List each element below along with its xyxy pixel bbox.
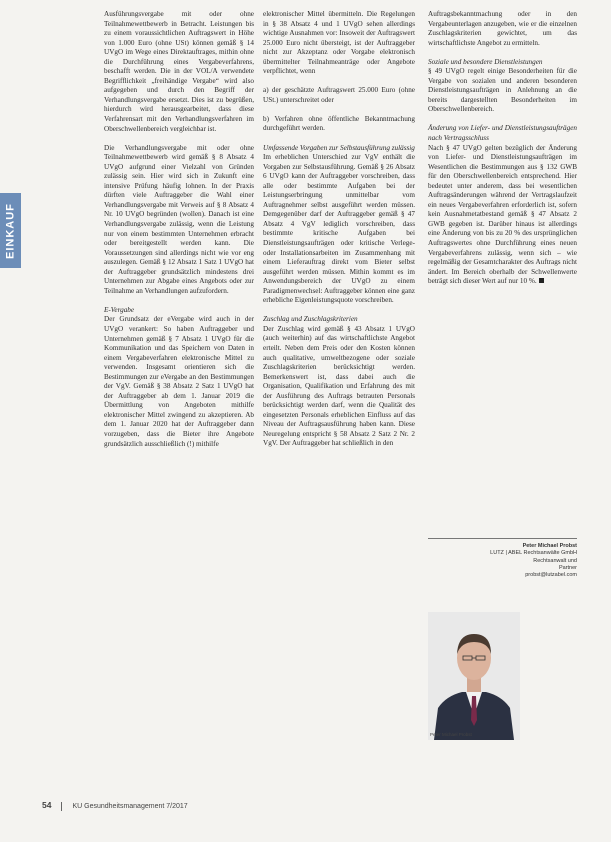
page-number: 54 [42, 800, 52, 810]
paragraph: Auftragsbekanntmachung oder in den Vergabeunterlagen anzugeben, wie er die einzelnen Zuschlagskriterien gewichtet, um das wirtschaftlichste Angebot zu ermitteln. [428, 10, 577, 47]
author-role: Rechtsanwalt und [533, 557, 577, 564]
author-photo [428, 612, 520, 740]
end-of-article-icon [539, 278, 544, 283]
subheading: Soziale und besondere Dienstleistungen [428, 57, 543, 66]
divider [428, 538, 577, 539]
subheading: Umfassende Vorgaben zur Selbstausführung zulässig [263, 143, 415, 152]
photo-caption: Peter Michael Probst [430, 732, 472, 737]
subheading: Zuschlag und Zuschlagskriterien [263, 315, 358, 324]
section-tab-label: EINKAUF [4, 203, 17, 259]
text-column-2 [263, 10, 415, 458]
divider [61, 802, 62, 811]
subheading: Änderung von Liefer- und Dienstleistungsaufträgen nach Vertragsschluss [428, 124, 577, 143]
paragraph: § 49 UVgO regelt einige Besonderheiten für die Vergabe von sozialen und anderen besonderen Dienstleistungsaufträgen in Anlehnung an die bereits dargestellten Besonderheiten im Oberschwellenbereich. [428, 67, 577, 114]
paragraph: Die Verhandlungsvergabe mit oder ohne Teilnahmewettbewerb wird gemäß § 8 Absatz 4 UVgO aufgrund einer Vielzahl von Gründen zulässig sein. Hier wird sich in Zukunft eine intensive Prüfung häufig lohnen. In der Praxis dürften viele Auftraggeber die Wahl einer Verhandlungsvergabe mit Verweis auf § 8 Absatz 4 Nr. 10 UVgO begründen (wollen). Danach ist eine Verhandlungsvergabe zulässig, wenn die Leistung nur von einem bestimmten Unternehmen erbracht oder bereitgestellt werden kann. Die Voraussetzungen sind allerdings nicht wie vor eng auszulegen. Gemäß § 12 Absatz 1 Satz 1 UVgO hat der Auftraggeber grundsätzlich mindestens drei Unternehmen zur Abgabe eines Angebots oder zur Teilnahme an Verhandlungen aufzufordern. [104, 143, 254, 295]
subheading: E-Vergabe [104, 305, 135, 314]
text-column-1 [104, 10, 254, 459]
paragraph: Der Zuschlag wird gemäß § 43 Absatz 1 UVgO (auch weiterhin) auf das wirtschaftlichste Angebot erteilt. Neben dem Preis oder den Kosten können auch qualitative, umweltbezogene oder soziale Zuschlagskriterien berücksichtigt werden. Bemerkenswert ist, dass dabei auch die Organisation, Qualifikation und Erfahrung des mit der Ausführung des Auftrags betrauten Personals berücksichtigt werden darf, wenn die Qualität des eingesetzten Personals erheblichen Einfluss auf das Niveau der Auftragsausführung haben kann. Diese Neuregelung entspricht § 58 Absatz 2 Satz 2 Nr. 2 VgV. Der Auftraggeber hat schließlich in den [263, 324, 415, 448]
author-role: Partner [558, 564, 577, 571]
author-email: probst@lutzabel.com [525, 572, 577, 579]
paragraph: Ausführungsvergabe mit oder ohne Teilnahmewettbewerb in Betracht. Leistungen bis zu einem voraussichtlichen Auftragswert in Höhe von 1.000 Euro (ohne USt) können gemäß § 14 UVgO im Wege eines Direktauftrages, mithin ohne die Durchführung eines Vergabeverfahrens, beschafft werden. Die in der VOL/A verwendete Begrifflichkeit „freihändige Vergabe“ wird also aufgegeben und durch den Begriff der Verhandlungsvergabe ersetzt. Dies ist zu begrüßen, hierdurch wird herausgearbeitet, dass diese Verfahrensart mit den Verhandlungsverfahren im Oberschwellenbereich vergleichbar ist. [104, 10, 254, 133]
list-item: b) Verfahren ohne öffentliche Bekanntmachung durchgeführt werden. [263, 114, 415, 133]
paragraph: Nach § 47 UVgO gelten bezüglich der Änderung von Liefer- und Dienstleistungsaufträgen im Wesentlichen die Bestimmungen aus § 132 GWB für den Oberschwellenbereich entsprechend. Hier bedeutet unter anderem, dass bei wesentlichen Auftragsänderungen während der Vertragslaufzeit ein neues Vergabeverfahren erforderlich ist, sofern kein Ausnahmetatbestand gemäß § 47 Absatz 2 GWB gegeben ist. Darüber hinaus ist allerdings eine Änderung von bis zu 20 % des ursprünglichen Auftragswertes ohne Durchführung eines neuen Vergabeverfahrens zulässig, wenn sich – wie regelmäßig der Gesamtcharakter des Auftrags nicht ändert. Im Bereich oberhalb der Schwellenwerte beträgt sich dieser Wert auf nur 10 %. [428, 143, 577, 286]
list-item: a) der geschätzte Auftragswert 25.000 Euro (ohne USt.) unterschreitet oder [263, 86, 415, 104]
page-footer [42, 800, 188, 811]
author-info [428, 538, 577, 579]
paragraph: Im erheblichen Unterschied zur VgV enthält die Vorgaben zur Selbstausführung. Gemäß § 26 Absatz 6 UVgO kann der Auftraggeber vorschreiben, dass alle oder bestimmte Aufgaben bei der Leistungserbringung unmittelbar vom Auftragnehmer selbst ausgeführt werden müssen. Demgegenüber darf der Auftraggeber gemäß § 47 Absatz 4 VgV lediglich vorschreiben, dass bestimmte kritische Aufgaben bei Dienstleistungsaufträgen oder kritische Verlege- oder Installationsarbeiten im Zusammenhang mit einem Lieferauftrag direkt vom Bieter selbst ausgeführt werden müssen. Mithin kommt es im Anwendungsbereich der UVgO zu einem Paradigmenwechsel: Auftraggeber können eine ganz erhebliche Eigenleistungsquote vorschreiben. [263, 153, 415, 305]
paragraph: elektronischer Mittel übermitteln. Die Regelungen in § 38 Absatz 4 und 1 UVgO sehen allerdings wichtige Ausnahmen vor: Insoweit der Auftragswert 25.000 Euro nicht übersteigt, ist der Auftraggeber nicht zur Akzeptanz oder Vorgabe elektronisch übermittelter Teilnahmeanträge oder Angebote verpflichtet, wenn [263, 10, 415, 76]
paragraph: Der Grundsatz der eVergabe wird auch in der UVgO verankert: So haben Auftraggeber und Unternehmen gemäß § 7 Absatz 1 UVgO für die Kommunikation und das Speichern von Daten in einem Vergabeverfahren elektronische Mittel zu verwenden. Insgesamt orientieren sich die Bestimmungen zur eVergabe an den Bestimmungen der VgV. Gemäß § 38 Absatz 2 Satz 1 UVgO hat der Auftraggeber ab dem 1. Januar 2019 die Übermittlung von Angeboten mithilfe elektronischer Mittel zwingend zu akzeptieren. Ab dem 1. Januar 2020 hat der Auftraggeber dann vorzugeben, dass die Bieter ihre Angebote grundsätzlich ausschließlich (!) mithilfe [104, 315, 254, 448]
author-name: Peter Michael Probst [522, 543, 577, 549]
author-firm: LUTZ | ABEL Rechtsanwälte GmbH [490, 550, 577, 557]
text-column-3 [428, 10, 577, 296]
publication-name: KU Gesundheitsmanagement 7/2017 [72, 803, 188, 810]
